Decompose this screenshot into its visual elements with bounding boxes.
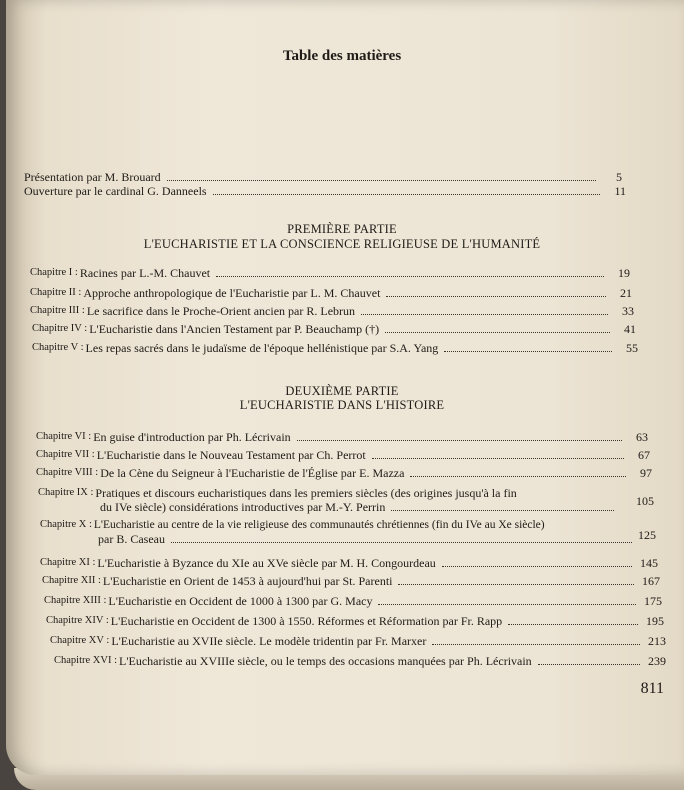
entry-text: L'Eucharistie en Occident de 1000 à 1300 par G. Macy [108,594,373,608]
chapter-label: Chapitre XIV : [46,615,109,626]
dot-leader [297,440,622,441]
chapter-label: Chapitre V : [32,342,84,353]
entry-text: Présentation par M. Brouard [24,170,161,184]
dot-leader [386,296,606,297]
entry-text-continued: par B. Caseau [98,532,165,546]
page-number: 195 [646,614,664,628]
dot-leader [508,624,638,625]
entry-text-continued: du IVe siècle) considérations introductives par M.-Y. Perrin [100,500,386,514]
toc-entry [40,556,658,570]
part2-label: DEUXIÈME PARTIE [285,384,399,398]
folio-page-number: 811 [640,680,664,697]
entry-text: Pratiques et discours eucharistiques dans les premiers siècles (des origines jusqu'à la fin [95,486,517,500]
chapter-label: Chapitre XV : [50,635,110,646]
chapter-label: Chapitre X : [40,519,92,530]
toc-entry-presentation [24,170,622,184]
entry-text: Approche anthropologique de l'Eucharistie par L. M. Chauvet [83,286,381,300]
dot-leader [442,566,632,567]
dot-leader [171,542,632,543]
entry-text: L'Eucharistie au XVIIe siècle. Le modèle tridentin par Fr. Marxer [111,634,427,648]
toc-entry [46,614,664,628]
dot-leader [538,664,640,665]
chapter-label: Chapitre XII : [42,575,101,586]
entry-text: Le sacrifice dans le Proche-Orient ancien par R. Lebrun [86,304,356,318]
page-number: 55 [626,341,638,355]
page-number: 105 [636,494,654,508]
page-number: 239 [648,654,666,668]
entry-text: L'Eucharistie dans le Nouveau Testament par Ch. Perrot [96,448,366,462]
toc-entry [36,448,650,462]
toc-entry [44,594,662,608]
entry-text: L'Eucharistie au XVIIIe siècle, ou le temps des occasions manquées par Ph. Lécrivain [119,654,532,668]
toc-entry [36,466,652,480]
page-number: 21 [620,286,632,300]
dot-leader [432,644,640,645]
dot-leader [410,476,626,477]
entry-text: De la Cène du Seigneur à l'Eucharistie de l'Église par E. Mazza [100,466,405,480]
entry-text: L'Eucharistie en Occident de 1300 à 1550. Réformes et Réformation par Fr. Rapp [110,614,503,628]
chapter-label: Chapitre VII : [36,449,95,460]
chapter-label: Chapitre XI : [40,557,96,568]
page-number: 145 [640,556,658,570]
page-number: 125 [638,528,656,542]
entry-text: L'Eucharistie dans l'Ancien Testament par P. Beauchamp (†) [89,322,380,336]
page-number: 41 [624,322,636,336]
chapter-label: Chapitre IX : [38,487,94,498]
chapter-label: Chapitre XIII : [44,595,107,606]
dot-leader [444,351,612,352]
toc-entry [30,266,630,280]
page-number: 63 [636,430,648,444]
page-number: 33 [622,304,634,318]
toc-entry [36,430,648,444]
page-number: 19 [618,266,630,280]
dot-leader [216,276,604,277]
entry-text: Racines par L.-M. Chauvet [79,266,211,280]
toc-entry [32,341,638,355]
page-number: 97 [640,466,652,480]
part1-label: PREMIÈRE PARTIE [287,222,397,236]
entry-text: Les repas sacrés dans le judaïsme de l'époque hellénistique par S.A. Yang [85,341,439,355]
page-number: 67 [638,448,650,462]
entry-text: L'Eucharistie au centre de la vie religieuse des communautés chrétiennes (fin du IVe au Xe siècle) [93,519,545,531]
page-number: 175 [644,594,662,608]
chapter-label: Chapitre I : [30,267,78,278]
chapter-label: Chapitre VI : [36,431,92,442]
dot-leader [378,604,636,605]
dot-leader [372,458,624,459]
page-number: 213 [648,634,666,648]
dot-leader [167,180,596,181]
part1-title: L'EUCHARISTIE ET LA CONSCIENCE RELIGIEUSE DE L'HUMANITÉ [143,237,541,251]
dot-leader [361,314,608,315]
chapter-label: Chapitre VIII : [36,467,99,478]
chapter-label: Chapitre XVI : [54,655,117,666]
entry-text: Ouverture par le cardinal G. Danneels [24,184,207,198]
dot-leader [391,510,614,511]
dot-leader [213,194,600,195]
chapter-label: Chapitre III : [30,305,85,316]
part2-title: L'EUCHARISTIE DANS L'HISTOIRE [239,398,445,412]
toc-entry [32,322,636,336]
page-title: Table des matières [282,48,402,64]
page-number: 11 [614,184,626,198]
toc-entry [50,634,666,648]
dot-leader [385,332,610,333]
entry-text: L'Eucharistie à Byzance du XIe au XVe siècle par M. H. Congourdeau [97,556,436,570]
page-number: 167 [642,574,660,588]
entry-text: En guise d'introduction par Ph. Lécrivain [93,430,291,444]
toc-entry [54,654,666,668]
page-number: 5 [616,170,622,184]
toc-entry-multiline [38,486,654,518]
chapter-label: Chapitre II : [30,287,82,298]
entry-text: L'Eucharistie en Orient de 1453 à aujourd'hui par St. Parenti [102,574,393,588]
dot-leader [398,584,634,585]
chapter-label: Chapitre IV : [32,323,88,334]
toc-entry [42,574,660,588]
toc-entry [30,304,634,318]
toc-entry-multiline [40,518,656,550]
toc-entry [30,286,632,300]
toc-entry-ouverture [24,184,626,198]
